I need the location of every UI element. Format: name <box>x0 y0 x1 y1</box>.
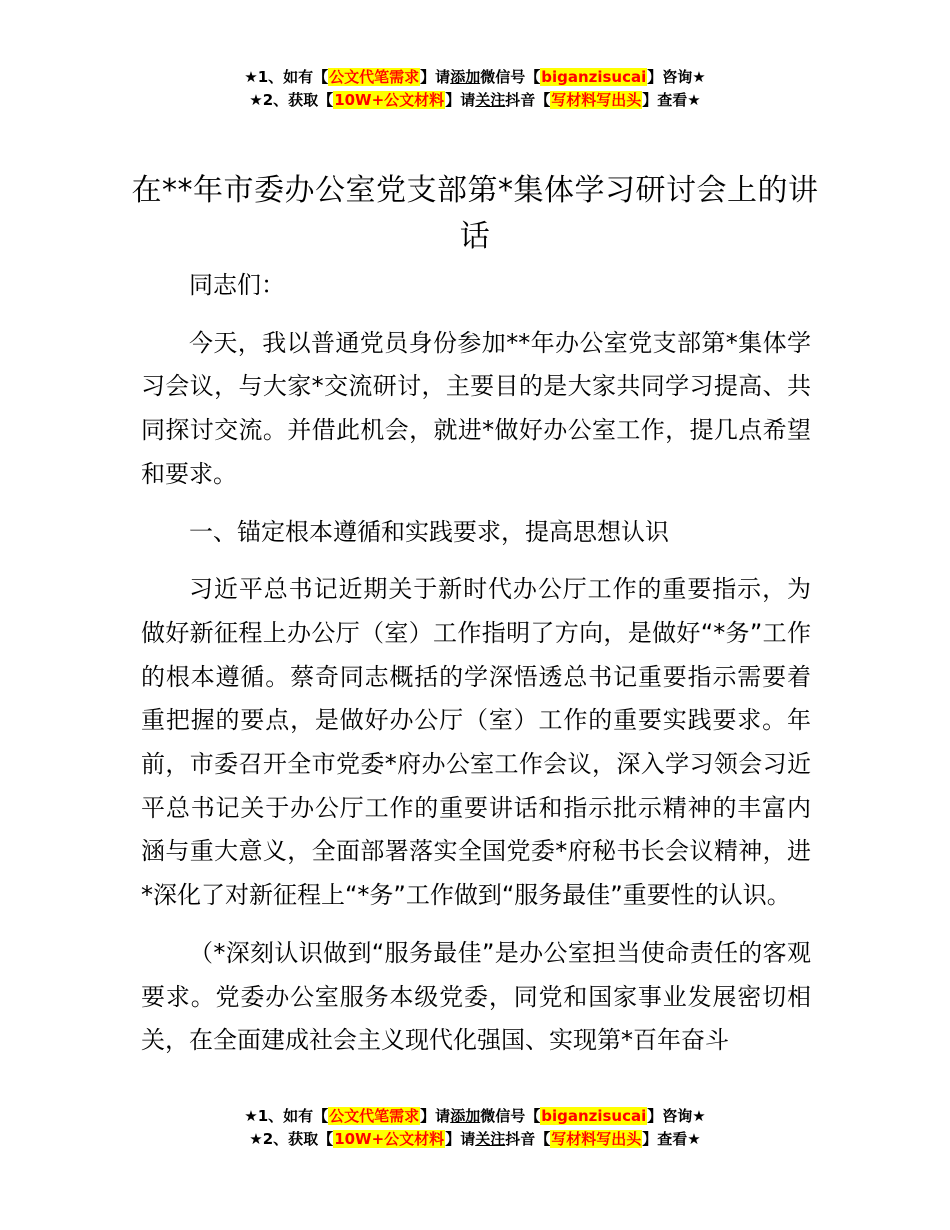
banner-text: 】查看★ <box>642 91 701 109</box>
banner-text: 】请 <box>445 91 476 109</box>
document-title: 在**年市委办公室党支部第*集体学习研讨会上的讲话 <box>131 173 819 254</box>
banner-text: 】查看★ <box>642 1130 701 1148</box>
banner-underline: 关注 <box>475 91 506 109</box>
banner-highlight: biganzisucai <box>541 68 647 86</box>
document-body <box>141 264 811 1077</box>
banner-text: ★2、获取【 <box>249 91 334 109</box>
banner-text: ★1、如有【 <box>244 68 329 86</box>
paragraph: （*深刻认识做到“服务最佳”是办公室担当使命责任的客观要求。党委办公室服务本级党委，同党和国家事业发展密切相关，在全面建成社会主义现代化强国、实现第*百年奋斗 <box>141 938 811 1055</box>
banner-text: ★2、获取【 <box>249 1130 334 1148</box>
banner-highlight: 写材料写出头 <box>551 91 642 109</box>
paragraph: 今天，我以普通党员身份参加**年办公室党支部第*集体学习会议，与大家*交流研讨，主要目的是大家共同学习提高、共同探讨交流。并借此机会，就进*做好办公室工作，提几点希望和要求。 <box>141 328 811 488</box>
banner-text: 】请 <box>445 1130 476 1148</box>
banner-line-2 <box>0 1128 950 1151</box>
banner-text: 】咨询★ <box>647 68 706 86</box>
section-heading: 一、锚定根本遵循和实践要求，提高思想认识 <box>189 517 669 546</box>
banner-highlight: 公文代笔需求 <box>329 68 420 86</box>
banner-text: 】咨询★ <box>647 1107 706 1125</box>
top-banner <box>0 66 950 112</box>
banner-line-1 <box>0 1105 950 1128</box>
banner-highlight: 公文代笔需求 <box>329 1107 420 1125</box>
bottom-banner <box>0 1105 950 1151</box>
banner-underline: 添加 <box>450 1107 481 1125</box>
banner-line-1 <box>0 66 950 89</box>
banner-underline: 添加 <box>450 68 481 86</box>
banner-underline: 关注 <box>475 1130 506 1148</box>
banner-highlight: biganzisucai <box>541 1107 647 1125</box>
banner-line-2 <box>0 89 950 112</box>
banner-text: 微信号【 <box>480 68 541 86</box>
banner-highlight: 写材料写出头 <box>551 1130 642 1148</box>
salutation: 同志们： <box>189 271 285 299</box>
paragraph: 习近平总书记近期关于新时代办公厅工作的重要指示，为做好新征程上办公厅（室）工作指明了方向，是做好“*务”工作的根本遵循。蔡奇同志概括的学深悟透总书记重要指示需要着重把握的要点，是做好办公厅（室）工作的重要实践要求。年前，市委召开全市党委*府办公室工作会议，深入学习领会习近平总书记关于办公厅工作的重要讲话和指示批示精神的丰富内涵与重大意义，全面部署落实全国党委*府秘书长会议精神，进*深化了对新征程上“*务”工作做到“服务最佳”重要性的认识。 <box>141 575 811 910</box>
banner-text: 微信号【 <box>480 1107 541 1125</box>
banner-text: 】请 <box>420 68 451 86</box>
banner-highlight: 10W+公文材料 <box>334 1130 445 1148</box>
banner-text: ★1、如有【 <box>244 1107 329 1125</box>
banner-text: 】请 <box>420 1107 451 1125</box>
banner-text: 抖音【 <box>505 91 551 109</box>
banner-highlight: 10W+公文材料 <box>334 91 445 109</box>
banner-text: 抖音【 <box>505 1130 551 1148</box>
